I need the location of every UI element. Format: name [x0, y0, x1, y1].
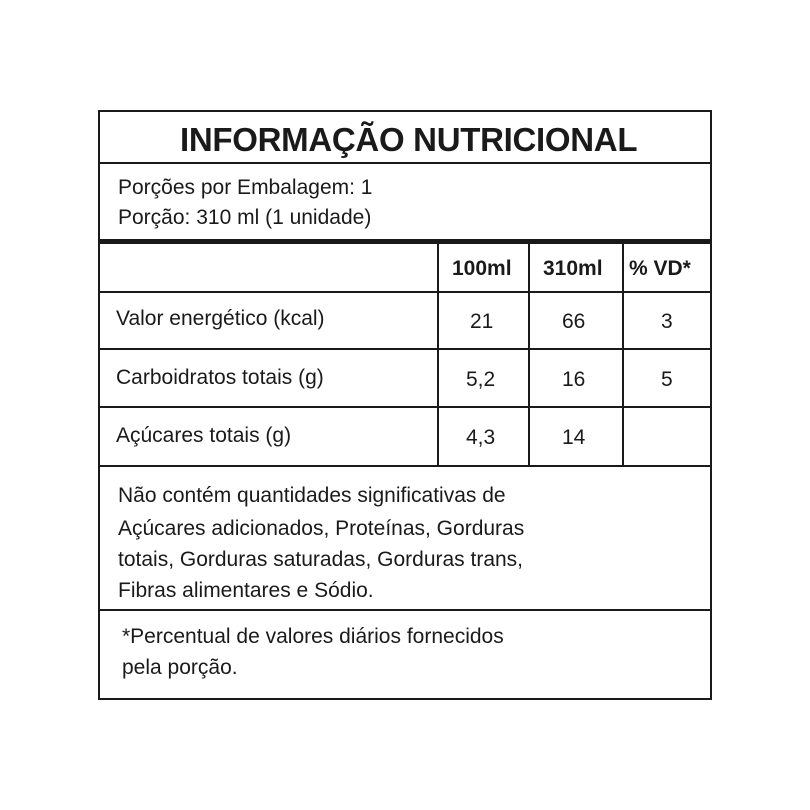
portion-info — [100, 164, 710, 244]
column-divider — [622, 244, 624, 465]
carbohydrates-per-100ml: 5,2 — [466, 368, 496, 391]
note-line: Não contém quantidades significativas de — [118, 484, 506, 507]
nutrition-table — [100, 244, 710, 465]
note-line: Açúcares adicionados, Proteínas, Gorduras — [118, 517, 525, 540]
column-header-100ml: 100ml — [452, 257, 512, 280]
energy-per-100ml: 21 — [470, 310, 494, 333]
note-line: totais, Gorduras saturadas, Gorduras trans, — [118, 548, 524, 571]
column-divider — [437, 244, 439, 465]
carbohydrates-vd: 5 — [661, 368, 673, 391]
energy-vd: 3 — [661, 310, 673, 333]
nutrition-facts-label — [98, 110, 712, 700]
sugars-per-serving: 14 — [562, 426, 586, 449]
title-row — [100, 112, 710, 164]
row-label-energy: Valor energético (kcal) — [116, 307, 325, 330]
footnote — [100, 611, 710, 698]
servings-per-package: Porções por Embalagem: 1 — [118, 176, 373, 199]
label-title: INFORMAÇÃO NUTRICIONAL — [180, 121, 638, 158]
column-header-310ml: 310ml — [543, 257, 603, 280]
serving-size: Porção: 310 ml (1 unidade) — [118, 206, 372, 229]
not-significant-note — [100, 465, 710, 611]
row-label-carbohydrates: Carboidratos totais (g) — [116, 366, 324, 389]
table-rule — [100, 291, 710, 293]
energy-per-serving: 66 — [562, 310, 586, 333]
column-header-vd: % VD* — [629, 257, 691, 280]
note-line: Fibras alimentares e Sódio. — [118, 579, 374, 602]
footnote-line: pela porção. — [122, 656, 238, 679]
sugars-per-100ml: 4,3 — [466, 426, 496, 449]
carbohydrates-per-serving: 16 — [562, 368, 586, 391]
row-label-sugars: Açúcares totais (g) — [116, 424, 292, 447]
table-rule — [100, 348, 710, 350]
table-rule — [100, 406, 710, 408]
footnote-line: *Percentual de valores diários fornecidos — [122, 625, 504, 648]
column-divider — [528, 244, 530, 465]
